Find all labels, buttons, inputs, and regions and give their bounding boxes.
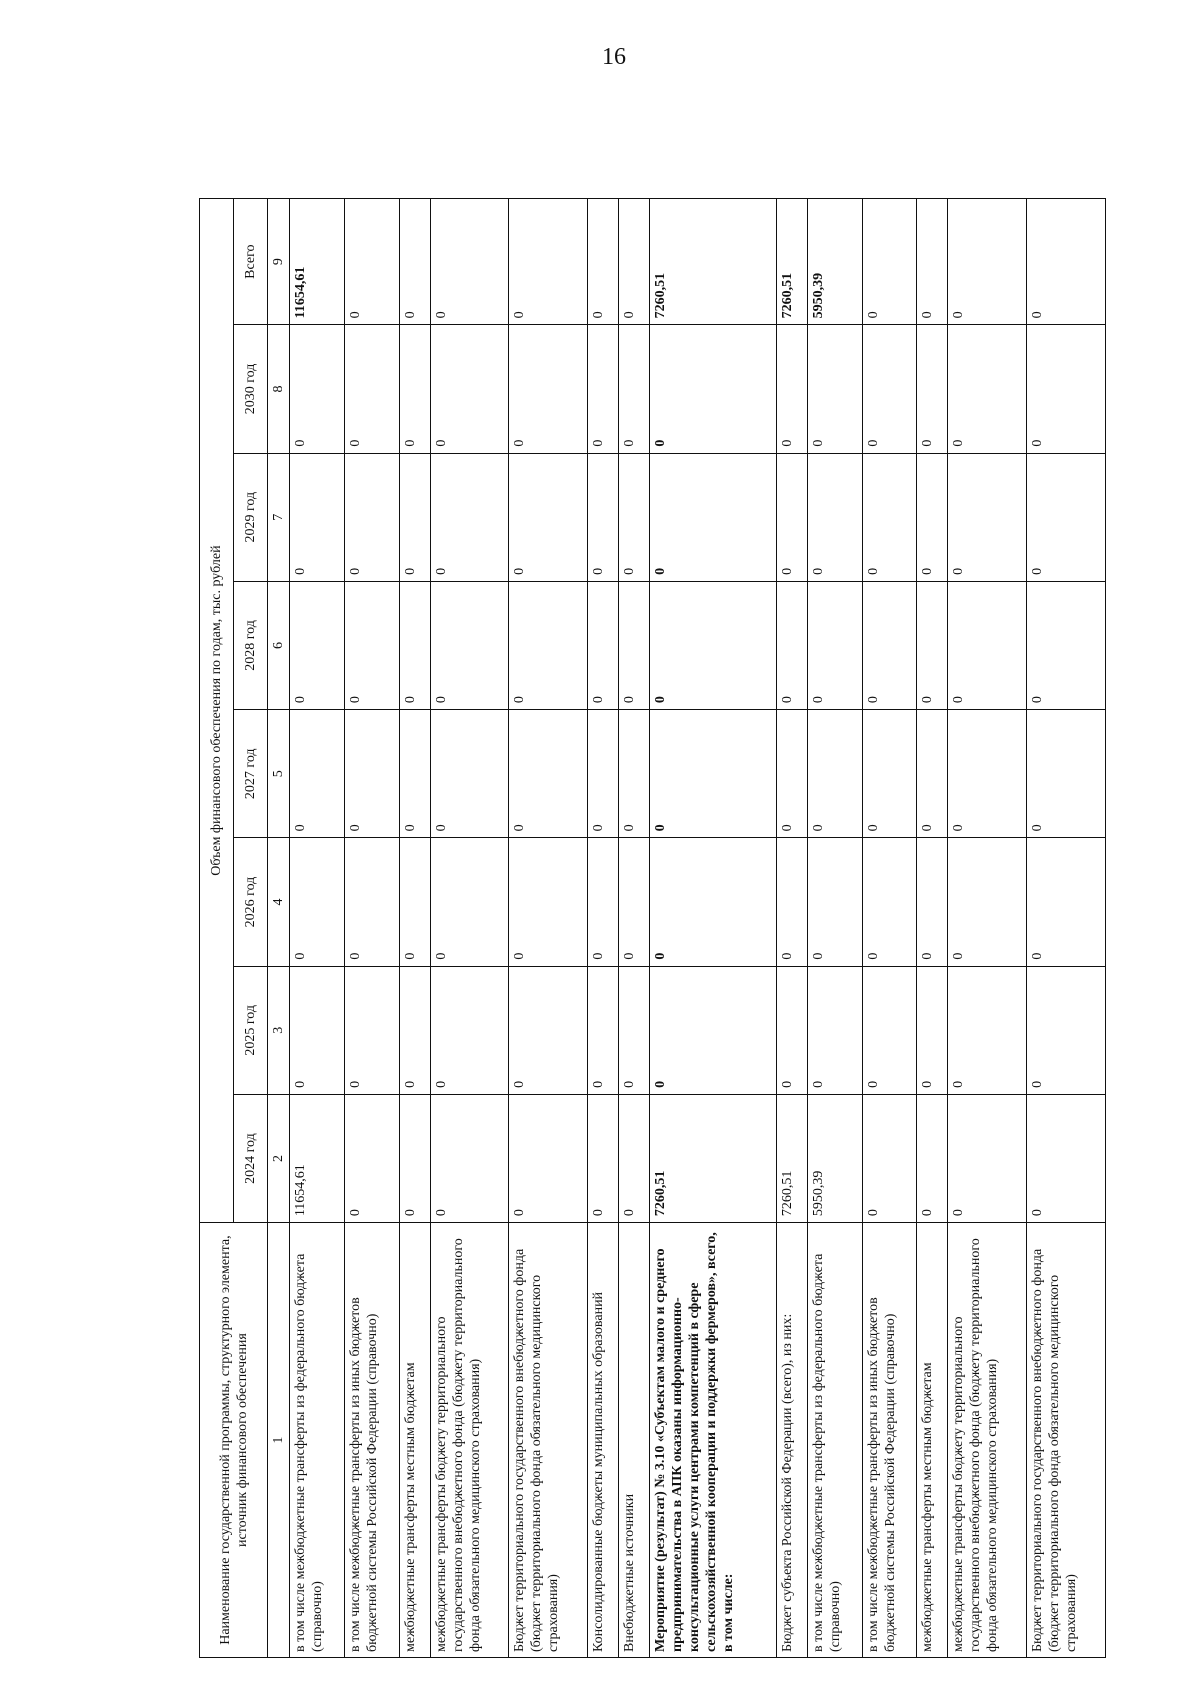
table-row bbox=[344, 199, 399, 1658]
row-value-cell: 0 bbox=[948, 581, 1027, 709]
table-row bbox=[807, 199, 862, 1658]
row-value-cell: 0 bbox=[862, 710, 917, 838]
row-value-cell: 0 bbox=[344, 199, 399, 325]
row-value-cell: 0 bbox=[807, 325, 862, 453]
row-value-cell: 0 bbox=[430, 966, 509, 1094]
row-value-cell: 0 bbox=[619, 199, 650, 325]
row-name-cell: в том числе межбюджетные трансферты из федерального бюджета (справочно) bbox=[290, 1223, 345, 1658]
row-value-cell: 0 bbox=[776, 453, 807, 581]
row-value-cell: 0 bbox=[650, 453, 777, 581]
row-value-cell: 0 bbox=[509, 453, 588, 581]
row-value-cell: 0 bbox=[588, 1094, 619, 1222]
header-index-1: 2 bbox=[268, 1094, 290, 1222]
row-value-cell: 5950,39 bbox=[807, 199, 862, 325]
table-header bbox=[200, 199, 290, 1658]
table-body bbox=[290, 199, 1106, 1658]
row-value-cell: 0 bbox=[650, 966, 777, 1094]
row-value-cell: 0 bbox=[588, 581, 619, 709]
row-value-cell: 0 bbox=[399, 453, 430, 581]
table-row bbox=[1027, 199, 1106, 1658]
row-value-cell: 0 bbox=[430, 325, 509, 453]
table-row bbox=[509, 199, 588, 1658]
header-year-0: 2024 год bbox=[234, 1094, 268, 1222]
row-value-cell: 0 bbox=[807, 581, 862, 709]
row-value-cell: 0 bbox=[588, 710, 619, 838]
row-name-cell: Бюджет территориального государственного внебюджетного фонда (бюджет территориального фонда обязательного медицинского страхования) bbox=[1027, 1223, 1106, 1658]
header-index-3: 4 bbox=[268, 838, 290, 966]
row-value-cell: 11654,61 bbox=[290, 1094, 345, 1222]
row-value-cell: 7260,51 bbox=[650, 199, 777, 325]
table-row bbox=[430, 199, 509, 1658]
row-value-cell: 0 bbox=[290, 966, 345, 1094]
row-value-cell: 7260,51 bbox=[650, 1094, 777, 1222]
table-row bbox=[399, 199, 430, 1658]
row-value-cell: 0 bbox=[650, 581, 777, 709]
financing-table bbox=[199, 198, 1106, 1658]
row-value-cell: 0 bbox=[807, 838, 862, 966]
header-year-7: Всего bbox=[234, 199, 268, 325]
row-value-cell: 0 bbox=[1027, 325, 1106, 453]
row-name-cell: Бюджет субъекта Российской Федерации (всего), из них: bbox=[776, 1223, 807, 1658]
row-name-cell: Внебюджетные источники bbox=[619, 1223, 650, 1658]
row-value-cell: 0 bbox=[807, 966, 862, 1094]
row-value-cell: 0 bbox=[344, 838, 399, 966]
row-value-cell: 0 bbox=[344, 581, 399, 709]
row-value-cell: 0 bbox=[1027, 710, 1106, 838]
header-name-column: Наименование государственной программы, структурного элемента, источник финансового обеспечения bbox=[200, 1223, 268, 1658]
row-value-cell: 0 bbox=[917, 1094, 948, 1222]
row-value-cell: 0 bbox=[430, 581, 509, 709]
row-value-cell: 0 bbox=[917, 581, 948, 709]
row-value-cell: 0 bbox=[862, 838, 917, 966]
row-name-cell: Мероприятие (результат) № 3.10 «Субъектам малого и среднего предпринимательства в АПК оказаны информационно-консультационные услуги центрами компетенций в сфере сельскохозяйственной кооперации и поддержки фермеров», всего, в том числе: bbox=[650, 1223, 777, 1658]
row-value-cell: 7260,51 bbox=[776, 1094, 807, 1222]
row-value-cell: 0 bbox=[430, 199, 509, 325]
row-value-cell: 0 bbox=[509, 710, 588, 838]
row-name-cell: в том числе межбюджетные трансферты из иных бюджетов бюджетной системы Российской Федерации (справочно) bbox=[862, 1223, 917, 1658]
row-value-cell: 0 bbox=[1027, 199, 1106, 325]
row-value-cell: 0 bbox=[948, 710, 1027, 838]
row-value-cell: 0 bbox=[588, 838, 619, 966]
row-value-cell: 0 bbox=[588, 199, 619, 325]
header-year-4: 2028 год bbox=[234, 581, 268, 709]
table-row bbox=[862, 199, 917, 1658]
row-value-cell: 0 bbox=[344, 453, 399, 581]
header-year-1: 2025 год bbox=[234, 966, 268, 1094]
header-index-6: 7 bbox=[268, 453, 290, 581]
row-value-cell: 0 bbox=[1027, 966, 1106, 1094]
row-value-cell: 0 bbox=[917, 325, 948, 453]
row-value-cell: 0 bbox=[399, 581, 430, 709]
row-value-cell: 0 bbox=[509, 325, 588, 453]
row-value-cell: 0 bbox=[948, 199, 1027, 325]
header-index-0: 1 bbox=[268, 1223, 290, 1658]
row-value-cell: 0 bbox=[399, 838, 430, 966]
row-value-cell: 0 bbox=[917, 710, 948, 838]
row-value-cell: 0 bbox=[776, 581, 807, 709]
table-row bbox=[290, 199, 345, 1658]
row-value-cell: 0 bbox=[344, 325, 399, 453]
row-value-cell: 0 bbox=[776, 838, 807, 966]
row-value-cell: 0 bbox=[619, 966, 650, 1094]
row-value-cell: 0 bbox=[917, 966, 948, 1094]
row-value-cell: 0 bbox=[509, 966, 588, 1094]
table-row bbox=[619, 199, 650, 1658]
table-row bbox=[776, 199, 807, 1658]
row-value-cell: 0 bbox=[776, 710, 807, 838]
row-value-cell: 0 bbox=[588, 966, 619, 1094]
row-value-cell: 0 bbox=[948, 838, 1027, 966]
row-value-cell: 0 bbox=[917, 838, 948, 966]
row-value-cell: 0 bbox=[948, 1094, 1027, 1222]
row-value-cell: 0 bbox=[917, 453, 948, 581]
header-index-4: 5 bbox=[268, 710, 290, 838]
row-name-cell: межбюджетные трансферты местным бюджетам bbox=[399, 1223, 430, 1658]
row-value-cell: 0 bbox=[588, 325, 619, 453]
row-value-cell: 0 bbox=[290, 453, 345, 581]
row-value-cell: 0 bbox=[509, 581, 588, 709]
row-value-cell: 0 bbox=[619, 1094, 650, 1222]
row-value-cell: 0 bbox=[807, 710, 862, 838]
header-year-6: 2030 год bbox=[234, 325, 268, 453]
row-value-cell: 0 bbox=[290, 325, 345, 453]
row-value-cell: 0 bbox=[650, 838, 777, 966]
row-value-cell: 0 bbox=[1027, 453, 1106, 581]
header-index-8: 9 bbox=[268, 199, 290, 325]
header-year-5: 2029 год bbox=[234, 453, 268, 581]
row-value-cell: 0 bbox=[619, 710, 650, 838]
table-row bbox=[917, 199, 948, 1658]
row-value-cell: 0 bbox=[399, 1094, 430, 1222]
header-year-2: 2026 год bbox=[234, 838, 268, 966]
row-value-cell: 0 bbox=[776, 325, 807, 453]
header-index-row bbox=[268, 199, 290, 1658]
header-index-7: 8 bbox=[268, 325, 290, 453]
row-name-cell: Бюджет территориального государственного внебюджетного фонда (бюджет территориального фонда обязательного медицинского страхования) bbox=[509, 1223, 588, 1658]
row-value-cell: 0 bbox=[588, 453, 619, 581]
header-year-3: 2027 год bbox=[234, 710, 268, 838]
row-name-cell: Консолидированные бюджеты муниципальных образований bbox=[588, 1223, 619, 1658]
row-value-cell: 0 bbox=[619, 838, 650, 966]
row-value-cell: 0 bbox=[344, 966, 399, 1094]
row-value-cell: 0 bbox=[399, 325, 430, 453]
row-value-cell: 0 bbox=[619, 325, 650, 453]
row-value-cell: 0 bbox=[862, 199, 917, 325]
row-value-cell: 0 bbox=[917, 199, 948, 325]
row-value-cell: 0 bbox=[650, 325, 777, 453]
row-name-cell: межбюджетные трансферты бюджету территориального государственного внебюджетного фонда (бюджету территориального фонда обязательного медицинского страхования) bbox=[430, 1223, 509, 1658]
row-value-cell: 0 bbox=[399, 199, 430, 325]
row-name-cell: межбюджетные трансферты бюджету территориального государственного внебюджетного фонда (бюджету территориального фонда обязательного медицинского страхования) bbox=[948, 1223, 1027, 1658]
row-value-cell: 0 bbox=[776, 966, 807, 1094]
row-value-cell: 7260,51 bbox=[776, 199, 807, 325]
row-value-cell: 0 bbox=[862, 1094, 917, 1222]
header-volume-title: Объем финансового обеспечения по годам, тыс. рублей bbox=[200, 199, 234, 1223]
row-value-cell: 0 bbox=[862, 966, 917, 1094]
row-value-cell: 0 bbox=[509, 838, 588, 966]
row-value-cell: 0 bbox=[290, 710, 345, 838]
row-value-cell: 0 bbox=[399, 710, 430, 838]
row-value-cell: 0 bbox=[1027, 838, 1106, 966]
row-value-cell: 0 bbox=[862, 453, 917, 581]
row-value-cell: 0 bbox=[290, 838, 345, 966]
row-name-cell: в том числе межбюджетные трансферты из федерального бюджета (справочно) bbox=[807, 1223, 862, 1658]
row-value-cell: 5950,39 bbox=[807, 1094, 862, 1222]
row-value-cell: 0 bbox=[807, 453, 862, 581]
row-value-cell: 0 bbox=[650, 710, 777, 838]
table-row bbox=[650, 199, 777, 1658]
row-value-cell: 0 bbox=[344, 710, 399, 838]
row-value-cell: 0 bbox=[290, 581, 345, 709]
table-row bbox=[588, 199, 619, 1658]
row-value-cell: 0 bbox=[1027, 1094, 1106, 1222]
row-value-cell: 0 bbox=[344, 1094, 399, 1222]
row-value-cell: 0 bbox=[430, 710, 509, 838]
row-value-cell: 11654,61 bbox=[290, 199, 345, 325]
header-index-2: 3 bbox=[268, 966, 290, 1094]
rotated-table-container bbox=[199, 198, 1106, 1658]
row-value-cell: 0 bbox=[430, 838, 509, 966]
row-value-cell: 0 bbox=[862, 325, 917, 453]
row-value-cell: 0 bbox=[1027, 581, 1106, 709]
row-value-cell: 0 bbox=[430, 453, 509, 581]
row-value-cell: 0 bbox=[948, 966, 1027, 1094]
page-number: 16 bbox=[602, 44, 626, 70]
row-value-cell: 0 bbox=[619, 581, 650, 709]
row-value-cell: 0 bbox=[430, 1094, 509, 1222]
row-value-cell: 0 bbox=[862, 581, 917, 709]
row-name-cell: в том числе межбюджетные трансферты из иных бюджетов бюджетной системы Российской Федерации (справочно) bbox=[344, 1223, 399, 1658]
row-value-cell: 0 bbox=[619, 453, 650, 581]
header-index-5: 6 bbox=[268, 581, 290, 709]
row-value-cell: 0 bbox=[509, 1094, 588, 1222]
table-row bbox=[948, 199, 1027, 1658]
row-value-cell: 0 bbox=[399, 966, 430, 1094]
row-name-cell: межбюджетные трансферты местным бюджетам bbox=[917, 1223, 948, 1658]
row-value-cell: 0 bbox=[509, 199, 588, 325]
row-value-cell: 0 bbox=[948, 325, 1027, 453]
row-value-cell: 0 bbox=[948, 453, 1027, 581]
